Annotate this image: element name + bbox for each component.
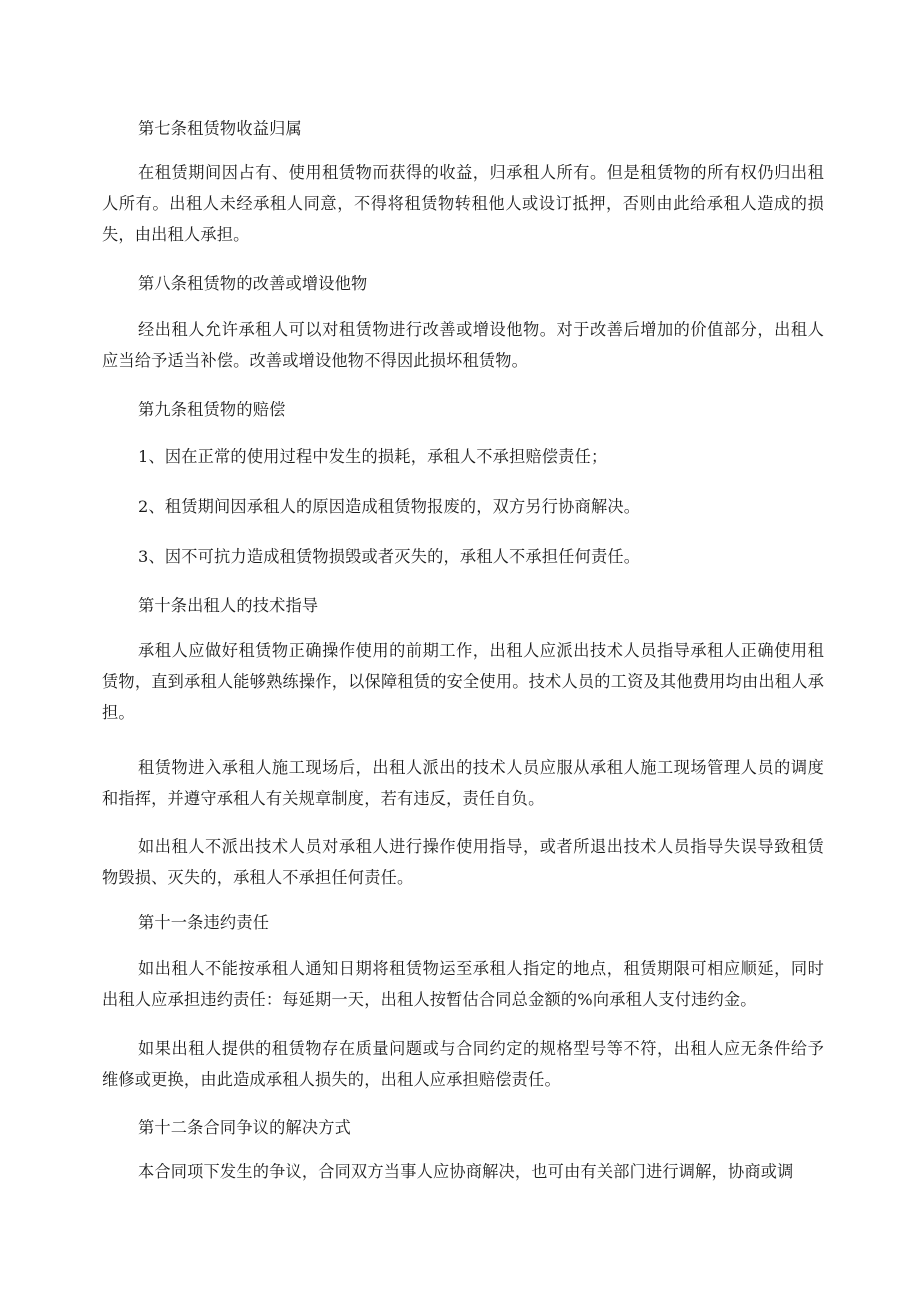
paragraph: 如果出租人提供的租赁物存在质量问题或与合同约定的规格型号等不符，出租人应无条件给予维修或更换，由此造成承租人损失的，出租人应承担赔偿责任。 <box>102 1039 824 1089</box>
paragraph: 经出租人允许承租人可以对租赁物进行改善或增设他物。对于改善后增加的价值部分，出租人应当给予适当补偿。改善或增设他物不得因此损坏租赁物。 <box>102 320 824 370</box>
section-heading-10: 第十条出租人的技术指导 <box>138 596 319 615</box>
paragraph: 如出租人不派出技术人员对承租人进行操作使用指导，或者所退出技术人员指导失误导致租赁物毁损、灭失的，承租人不承担任何责任。 <box>102 837 824 887</box>
paragraph: 本合同项下发生的争议，合同双方当事人应协商解决，也可由有关部门进行调解，协商或调 <box>138 1162 794 1181</box>
paragraph: 如出租人不能按承租人通知日期将租赁物运至承租人指定的地点，租赁期限可相应顺延，同时出租人应承担违约责任：每延期一天，出租人按暂估合同总金额的%向承租人支付违约金。 <box>102 959 824 1009</box>
paragraph: 租赁物进入承租人施工现场后，出租人派出的技术人员应服从承租人施工现场管理人员的调度和指挥，并遵守承租人有关规章制度，若有违反，责任自负。 <box>102 758 824 808</box>
list-item: 1、因在正常的使用过程中发生的损耗，承租人不承担赔偿责任； <box>138 447 608 466</box>
list-item: 2、租赁期间因承租人的原因造成租赁物报废的，双方另行协商解决。 <box>138 497 641 516</box>
list-item: 3、因不可抗力造成租赁物损毁或者灭失的，承租人不承担任何责任。 <box>138 547 641 566</box>
section-heading-12: 第十二条合同争议的解决方式 <box>138 1118 352 1137</box>
paragraph: 承租人应做好租赁物正确操作使用的前期工作，出租人应派出技术人员指导承租人正确使用租赁物，直到承租人能够熟练操作，以保障租赁的安全使用。技术人员的工资及其他费用均由出租人承担。 <box>102 641 824 722</box>
section-heading-8: 第八条租赁物的改善或增设他物 <box>138 274 368 293</box>
section-heading-9: 第九条租赁物的赔偿 <box>138 400 286 419</box>
paragraph: 在租赁期间因占有、使用租赁物而获得的收益，归承租人所有。但是租赁物的所有权仍归出租人所有。出租人未经承租人同意，不得将租赁物转租他人或设订抵押，否则由此给承租人造成的损失，由出租人承担。 <box>102 163 824 244</box>
section-heading-7: 第七条租赁物收益归属 <box>138 119 302 138</box>
section-heading-11: 第十一条违约责任 <box>138 913 270 932</box>
